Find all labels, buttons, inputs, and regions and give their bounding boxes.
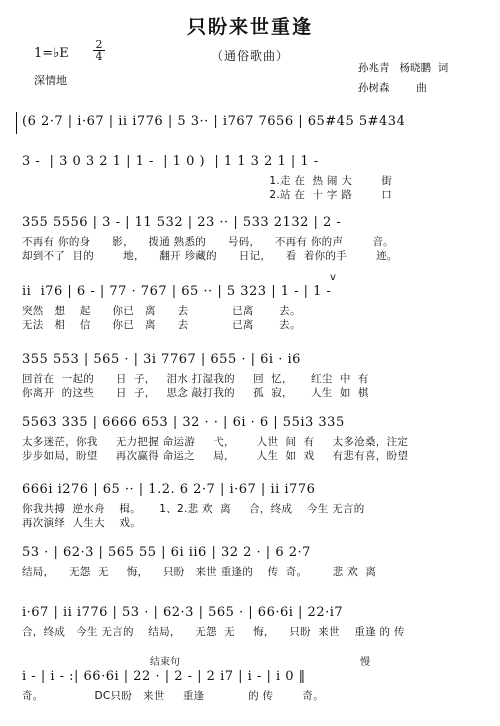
tempo-rit-mark: 慢 <box>360 657 370 668</box>
tempo-marking: 深情地 <box>34 74 67 87</box>
notation-line: 355 5556 | 3 - | 11 532 | 23 ·· | 533 2132 | 2 - <box>22 215 342 230</box>
key-signature: 1=♭E <box>34 46 69 61</box>
lyric-verse-2: 却到不了 目的 地， 翻开 珍藏的 日记， 看 着你的手 迹。 <box>22 250 398 262</box>
system-bracket <box>16 112 17 134</box>
notation-line: i - | i - :| 66·6i | 22 · | 2 - | 2 i7 | i - | i 0 ‖ <box>22 669 306 684</box>
time-signature <box>93 39 105 62</box>
lyric-verse-1: 1.走 在 热 闹 大 街 <box>22 175 393 187</box>
notation-line: 666i i276 | 65 ·· | 1.2. 6 2·7 | i·67 | ii i776 <box>22 482 316 497</box>
lyric-verse-2: 2.站 在 十 字 路 口 <box>22 189 393 201</box>
lyricist-credit: 孙兆青 杨晓鹏 词 <box>358 62 449 74</box>
lyric-verse-1: 太多迷茫，你我 无力把握 命运游 弋， 人世 间 有 太多沧桑，注定 <box>22 436 409 448</box>
lyric-verse-1: 突然 想 起 你已 离 去 已离 去。 <box>22 305 301 317</box>
lyric-verse-2: 再次演绎 人生大 戏。 <box>22 517 142 529</box>
lyric-verse-2: 你离开 的这些 日 子， 思念 敲打我的 孤 寂， 人生 如 棋 <box>22 387 369 399</box>
song-title: 只盼来世重逢 <box>186 16 313 38</box>
breath-mark: v <box>330 272 336 283</box>
lyric-verse-2: 步步如局，盼望 再次赢得 命运之 局， 人生 如 戏 有悲有喜，盼望 <box>22 450 409 462</box>
notation-line: (6 2·7 | i·67 | ii i776 | 5 3·· | i767 7656 | 65#45 5#434 <box>22 114 406 129</box>
ending-label: 结束句 <box>150 657 180 668</box>
notation-line: 3 - | 3 0 3 2 1 | 1 - | 1 0 ) | 1 1 3 2 1 | 1 - <box>22 154 319 169</box>
time-signature-bottom: 4 <box>93 50 105 62</box>
time-signature-top: 2 <box>95 38 103 51</box>
notation-line: i·67 | ii i776 | 53 · | 62·3 | 565 · | 66·6i | 22·i7 <box>22 605 344 620</box>
composer-credit: 孙树森 曲 <box>358 82 427 94</box>
lyric-verse-1: 奇。 DC只盼 来世 重逢 的 传 奇。 <box>22 690 325 702</box>
notation-line: ii i76 | 6 - | 77 · 767 | 65 ·· | 5 323 | 1 - | 1 - <box>22 284 332 299</box>
notation-line: 53 · | 62·3 | 565 55 | 6i ii6 | 32 2 · | 6 2·7 <box>22 545 311 560</box>
lyric-verse-1: 合，终成 今生 无言的 结局， 无怨 无 悔， 只盼 来世 重逢 的 传 <box>22 626 405 638</box>
notation-line: 355 553 | 565 · | 3i 7767 | 655 · | 6i · i6 <box>22 352 301 367</box>
lyric-verse-1: 回首在 一起的 日 子， 泪水 打湿我的 回 忆， 红尘 中 有 <box>22 373 369 385</box>
lyric-verse-1: 不再有 你的身 影， 拨通 熟悉的 号码， 不再有 你的声 音。 <box>22 236 394 248</box>
lyric-verse-2: 无法 相 信 你已 离 去 已离 去。 <box>22 319 301 331</box>
lyric-verse-1: 你我共搏 逆水舟 楫。 1、2.悲 欢 离 合，终成 今生 无言的 <box>22 503 365 515</box>
song-subtitle: （通俗歌曲） <box>210 49 289 63</box>
notation-line: 5563 335 | 6666 653 | 32 · · | 6i · 6 | 55i3 335 <box>22 415 345 430</box>
lyric-verse-1: 结局， 无怨 无 悔， 只盼 来世 重逢的 传 奇。 悲 欢 离 <box>22 566 377 578</box>
